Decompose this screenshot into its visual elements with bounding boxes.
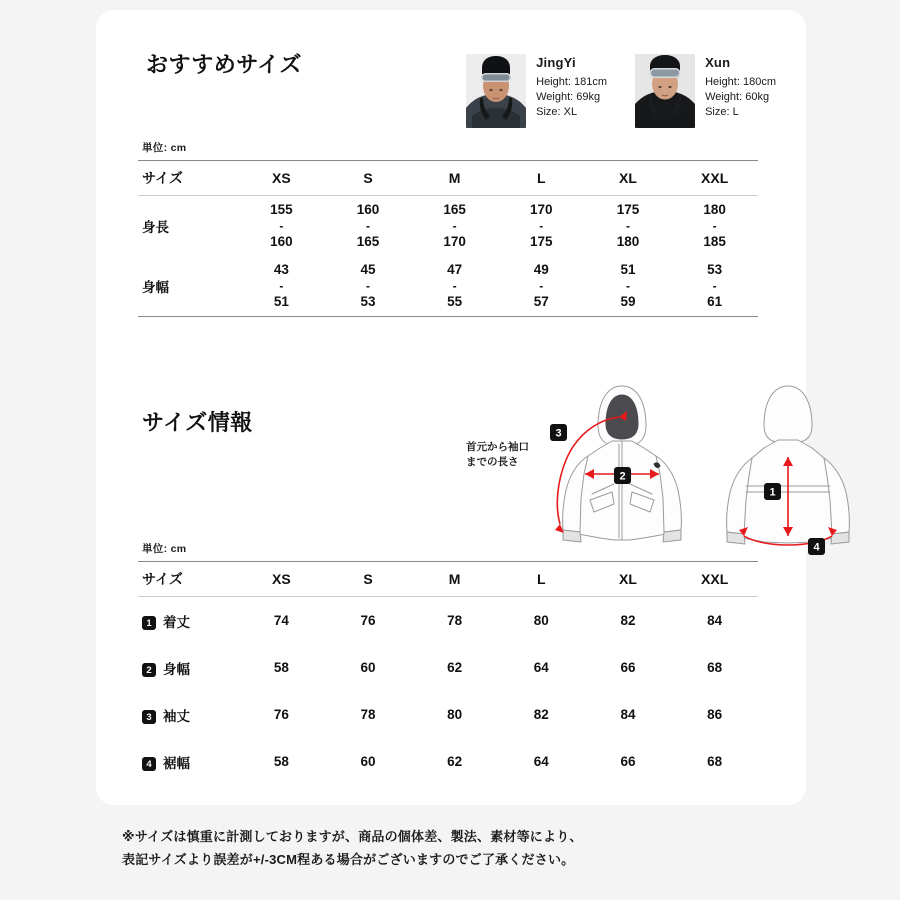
model-weight: Weight: 60kg xyxy=(705,91,770,104)
recommended-size-header xyxy=(146,52,776,128)
th-size-label: サイズ xyxy=(138,562,238,597)
cell-chest-xxl: 53 - 61 xyxy=(671,256,758,317)
th-col-s: S xyxy=(325,562,412,597)
recommended-size-table xyxy=(138,160,758,317)
model-size: Size: XL xyxy=(536,106,578,119)
unit-label-bottom: 単位: cm xyxy=(142,543,187,555)
sleeve-length-callout xyxy=(466,440,529,470)
th-col-s: S xyxy=(325,161,412,196)
row-label-body-length: 1 着丈 xyxy=(138,597,238,645)
model-portrait-xun xyxy=(635,54,695,128)
cell-width-xs: 58 xyxy=(273,660,289,675)
svg-text:1: 1 xyxy=(769,486,776,499)
cell-length-xs: 74 xyxy=(273,613,289,628)
th-col-m: M xyxy=(411,161,498,196)
cell-chest-s: 45 - 53 xyxy=(325,256,412,317)
cell-height-xxl: 180 - 185 xyxy=(703,202,726,249)
cell-chest-m: 47 - 55 xyxy=(411,256,498,317)
cell-width-xl: 66 xyxy=(620,660,636,675)
row-label-chest: 身幅 xyxy=(138,256,238,317)
cell-hem-l: 64 xyxy=(533,754,549,769)
svg-text:2: 2 xyxy=(619,470,626,483)
callout-line-1: 首元から袖口 xyxy=(466,441,529,453)
cell-length-l: 80 xyxy=(533,613,549,628)
cell-hem-m: 62 xyxy=(447,754,463,769)
table-row xyxy=(138,738,758,785)
table-header-row xyxy=(138,161,758,196)
model-weight: Weight: 69kg xyxy=(536,91,601,104)
th-col-xxl: XXL xyxy=(671,161,758,196)
cell-hem-xl: 66 xyxy=(620,754,636,769)
diagram-marker-3 xyxy=(550,424,567,441)
disclaimer-note xyxy=(122,826,822,872)
diagram-marker-2 xyxy=(614,467,631,484)
model-info xyxy=(536,54,607,128)
cell-chest-xl: 51 - 59 xyxy=(585,256,672,317)
row-label-sleeve-length: 3 袖丈 xyxy=(138,691,238,738)
table-row xyxy=(138,597,758,645)
th-col-l: L xyxy=(498,161,585,196)
badge-2-icon: 2 xyxy=(142,663,156,677)
th-col-xs: XS xyxy=(238,161,325,196)
cell-sleeve-xxl: 86 xyxy=(707,707,723,722)
model-list xyxy=(466,54,776,128)
cell-width-xxl: 68 xyxy=(707,660,723,675)
th-col-m: M xyxy=(411,562,498,597)
size-info-table xyxy=(138,561,758,785)
svg-text:3: 3 xyxy=(555,427,562,440)
cell-length-xl: 82 xyxy=(620,613,636,628)
model-name: JingYi xyxy=(536,55,576,70)
cell-height-xs: 155 - 160 xyxy=(270,202,293,249)
model-name: Xun xyxy=(705,55,731,70)
cell-sleeve-xl: 84 xyxy=(620,707,636,722)
cell-height-m: 165 - 170 xyxy=(443,202,466,249)
badge-4-icon: 4 xyxy=(142,757,156,771)
cell-length-xxl: 84 xyxy=(707,613,723,628)
cell-length-s: 76 xyxy=(360,613,376,628)
model-card xyxy=(466,54,607,128)
row-label-hem-width: 4 裾幅 xyxy=(138,738,238,785)
cell-width-l: 64 xyxy=(533,660,549,675)
cell-chest-l: 49 - 57 xyxy=(498,256,585,317)
cell-height-xl: 175 - 180 xyxy=(616,202,640,249)
th-col-xs: XS xyxy=(238,562,325,597)
model-height: Height: 180cm xyxy=(705,75,776,88)
badge-1-icon: 1 xyxy=(142,616,156,630)
table-header-row xyxy=(138,562,758,597)
size-chart-card xyxy=(96,10,820,805)
section-title-size-info: サイズ情報 xyxy=(142,410,253,435)
cell-sleeve-s: 78 xyxy=(360,707,376,722)
cell-height-s: 160 - 165 xyxy=(356,202,380,249)
model-card xyxy=(635,54,776,128)
svg-text:4: 4 xyxy=(813,541,820,554)
model-size: Size: L xyxy=(705,106,739,119)
diagram-marker-4 xyxy=(808,538,825,555)
row-label-chest-width: 2 身幅 xyxy=(138,644,238,691)
table-row xyxy=(138,196,758,257)
cell-chest-xs: 43 - 51 xyxy=(238,256,325,317)
cell-sleeve-l: 82 xyxy=(533,707,549,722)
unit-label-top: 単位: cm xyxy=(142,142,187,154)
cell-hem-xs: 58 xyxy=(273,754,289,769)
callout-line-2: までの長さ xyxy=(466,456,519,469)
model-photo xyxy=(466,54,526,128)
row-label-height: 身長 xyxy=(142,220,169,235)
diagram-marker-1 xyxy=(764,483,781,500)
model-height: Height: 181cm xyxy=(536,75,608,88)
jacket-front-view xyxy=(563,386,682,542)
disclaimer-line-1: ※サイズは慎重に計測しておりますが、商品の個体差、製法、素材等により、 xyxy=(122,829,583,844)
cell-sleeve-m: 80 xyxy=(447,707,463,722)
th-size-label: サイズ xyxy=(138,161,238,196)
table-row xyxy=(138,691,758,738)
cell-width-m: 62 xyxy=(447,660,463,675)
th-col-l: L xyxy=(498,562,585,597)
badge-3-icon: 3 xyxy=(142,710,156,724)
table-row xyxy=(138,256,758,317)
section-title-recommended: おすすめサイズ xyxy=(146,52,302,77)
th-col-xl: XL xyxy=(585,161,672,196)
table-row xyxy=(138,644,758,691)
garment-diagrams xyxy=(536,378,866,566)
cell-height-l: 170 - 175 xyxy=(530,202,553,249)
model-photo xyxy=(635,54,695,128)
th-col-xl: XL xyxy=(585,562,672,597)
th-col-xxl: XXL xyxy=(671,562,758,597)
cell-hem-xxl: 68 xyxy=(707,754,723,769)
model-portrait-jingyi xyxy=(466,54,526,128)
cell-width-s: 60 xyxy=(360,660,376,675)
cell-sleeve-xs: 76 xyxy=(273,707,289,722)
cell-hem-s: 60 xyxy=(360,754,376,769)
cell-length-m: 78 xyxy=(447,613,463,628)
disclaimer-line-2: 表記サイズより誤差が+/-3CM程ある場合がございますのでご了承ください。 xyxy=(122,851,575,867)
model-info xyxy=(705,54,776,128)
